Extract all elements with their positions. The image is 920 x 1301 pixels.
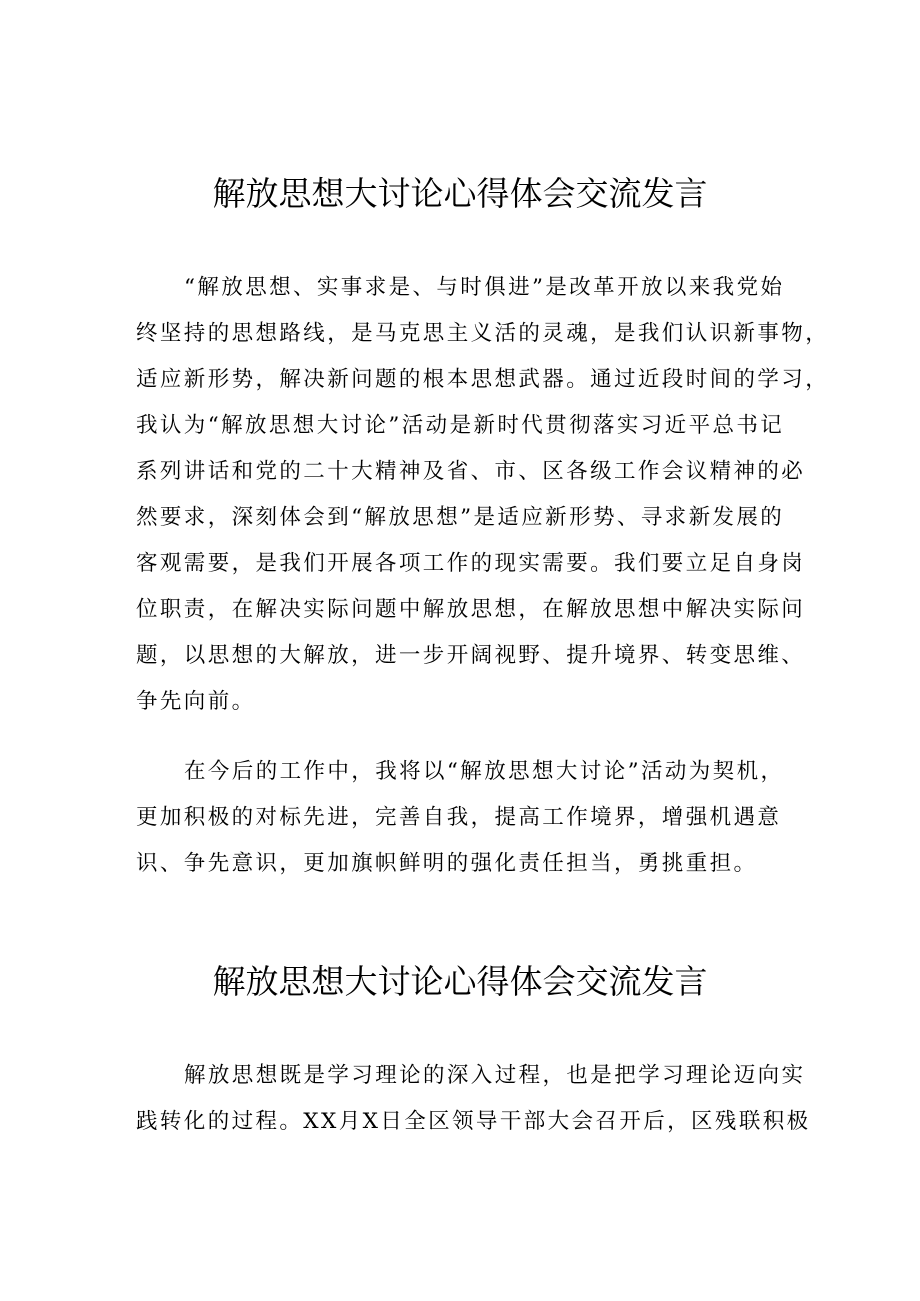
paragraph-line: 解放思想既是学习理论的深入过程，也是把学习理论迈向实: [184, 1063, 806, 1088]
paragraph-line: 位职责，在解决实际问题中解放思想，在解放思想中解决实际问: [136, 597, 806, 622]
paragraph-line: 更加积极的对标先进，完善自我，提高工作境界，增强机遇意: [136, 805, 782, 830]
paragraph: [136, 749, 808, 887]
paragraph-line: 识、争先意识，更加旗帜鲜明的强化责任担当，勇挑重担。: [136, 851, 758, 876]
paragraph-line: 在今后的工作中，我将以“解放思想大讨论”活动为契机，: [184, 759, 785, 784]
paragraph-line: 践转化的过程。XX月X日全区领导干部大会召开后，区残联积极: [136, 1109, 811, 1134]
paragraph-line: 我认为“解放思想大讨论”活动是新时代贯彻落实习近平总书记: [136, 413, 785, 438]
paragraph-line: 争先向前。: [136, 689, 256, 714]
section-title: 解放思想大讨论心得体会交流发言: [212, 174, 708, 213]
paragraph-line: 然要求，深刻体会到“解放思想”是适应新形势、寻求新发展的: [136, 505, 785, 530]
paragraph-line: “解放思想、实事求是、与时俱进”是改革开放以来我党始: [184, 275, 785, 300]
paragraph-line: 系列讲话和党的二十大精神及省、市、区各级工作会议精神的必: [136, 459, 806, 484]
paragraph: [136, 265, 830, 725]
section-title: 解放思想大讨论心得体会交流发言: [212, 962, 708, 1001]
paragraph-line: 客观需要，是我们开展各项工作的现实需要。我们要立足自身岗: [136, 551, 806, 576]
paragraph-line: 题，以思想的大解放，进一步开阔视野、提升境界、转变思维、: [136, 643, 806, 668]
paragraph-line: 终坚持的思想路线，是马克思主义活的灵魂，是我们认识新事物，: [136, 321, 830, 346]
paragraph: [136, 1053, 811, 1145]
paragraph-line: 适应新形势，解决新问题的根本思想武器。通过近段时间的学习，: [136, 367, 830, 392]
